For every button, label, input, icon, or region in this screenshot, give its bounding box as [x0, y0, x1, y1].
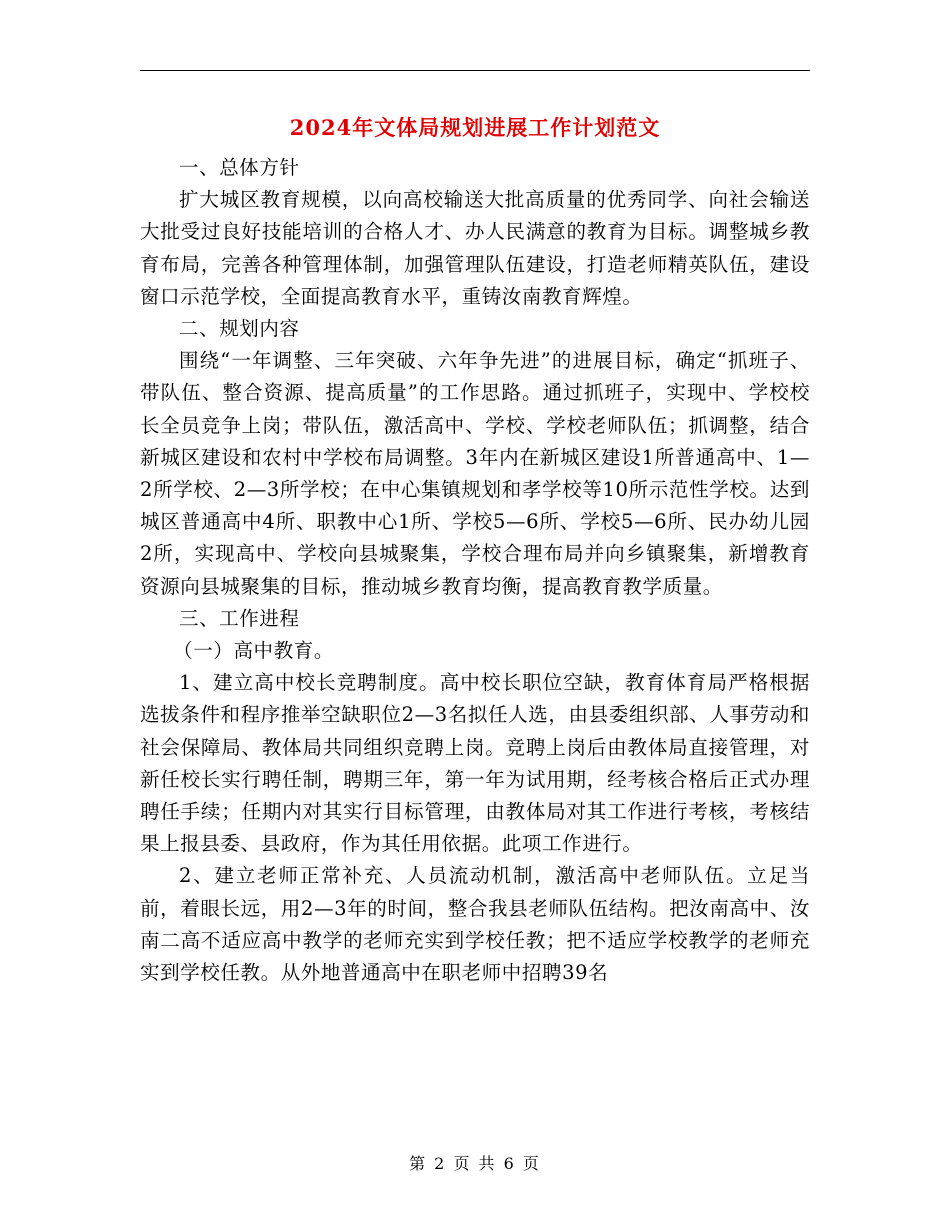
paragraph-teacher-mobility: 2、建立老师正常补充、人员流动机制，激活高中老师队伍。立足当前，着眼长远，用2—3年的时间，整合我县老师队伍结构。把汝南高中、汝南二高不适应高中教学的老师充实到学校任教；把不适应学校教学的老师充实到学校任教。从外地普通高中在职老师中招聘39名 [140, 864, 810, 985]
section-heading-plan-content: 二、规划内容 [179, 317, 300, 341]
header-rule [140, 70, 810, 71]
page-number-footer: 第 2 页 共 6 页 [409, 1154, 541, 1173]
document-title: 2024年文体局规划进展工作计划范文 [289, 115, 661, 140]
subsection-heading-high-school: （一）高中教育。 [173, 639, 334, 663]
section-heading-work-progress: 三、工作进程 [179, 606, 300, 630]
paragraph-principal-recruitment: 1、建立高中校长竞聘制度。高中校长职位空缺，教育体育局严格根据选拔条件和程序推举空缺职位2—3名拟任人选，由县委组织部、人事劳动和社会保障局、教体局共同组织竞聘上岗。竞聘上岗后由教体局直接管理，对新任校长实行聘任制，聘期三年，第一年为试用期，经考核合格后正式办理聘任手续；任期内对其实行目标管理，由教体局对其工作进行考核，考核结果上报县委、县政府，作为其任用依据。此项工作进行。 [140, 671, 810, 856]
document-body [140, 152, 810, 989]
section-heading-general-policy: 一、总体方针 [179, 156, 300, 179]
paragraph-plan-content: 围绕“一年调整、三年突破、六年争先进”的进展目标，确定“抓班子、带队伍、整合资源、提高质量”的工作思路。通过抓班子，实现中、学校校长全员竞争上岗；带队伍，激活高中、学校、学校老师队伍；抓调整，结合新城区建设和农村中学校布局调整。3年内在新城区建设1所普通高中、1—2所学校、2—3所学校；在中心集镇规划和孝学校等10所示范性学校。达到城区普通高中4所、职教中心1所、学校5—6所、学校5—6所、民办幼儿园2所，实现高中、学校向县城聚集，学校合理布局并向乡镇聚集，新增教育资源向县城聚集的目标，推动城乡教育均衡，提高教育教学质量。 [140, 349, 810, 598]
paragraph-general-policy: 扩大城区教育规模，以向高校输送大批高质量的优秀同学、向社会输送大批受过良好技能培训的合格人才、办人民满意的教育为目标。调整城乡教育布局，完善各种管理体制，加强管理队伍建设，打造老师精英队伍，建设窗口示范学校，全面提高教育水平，重铸汝南教育辉煌。 [140, 188, 810, 308]
